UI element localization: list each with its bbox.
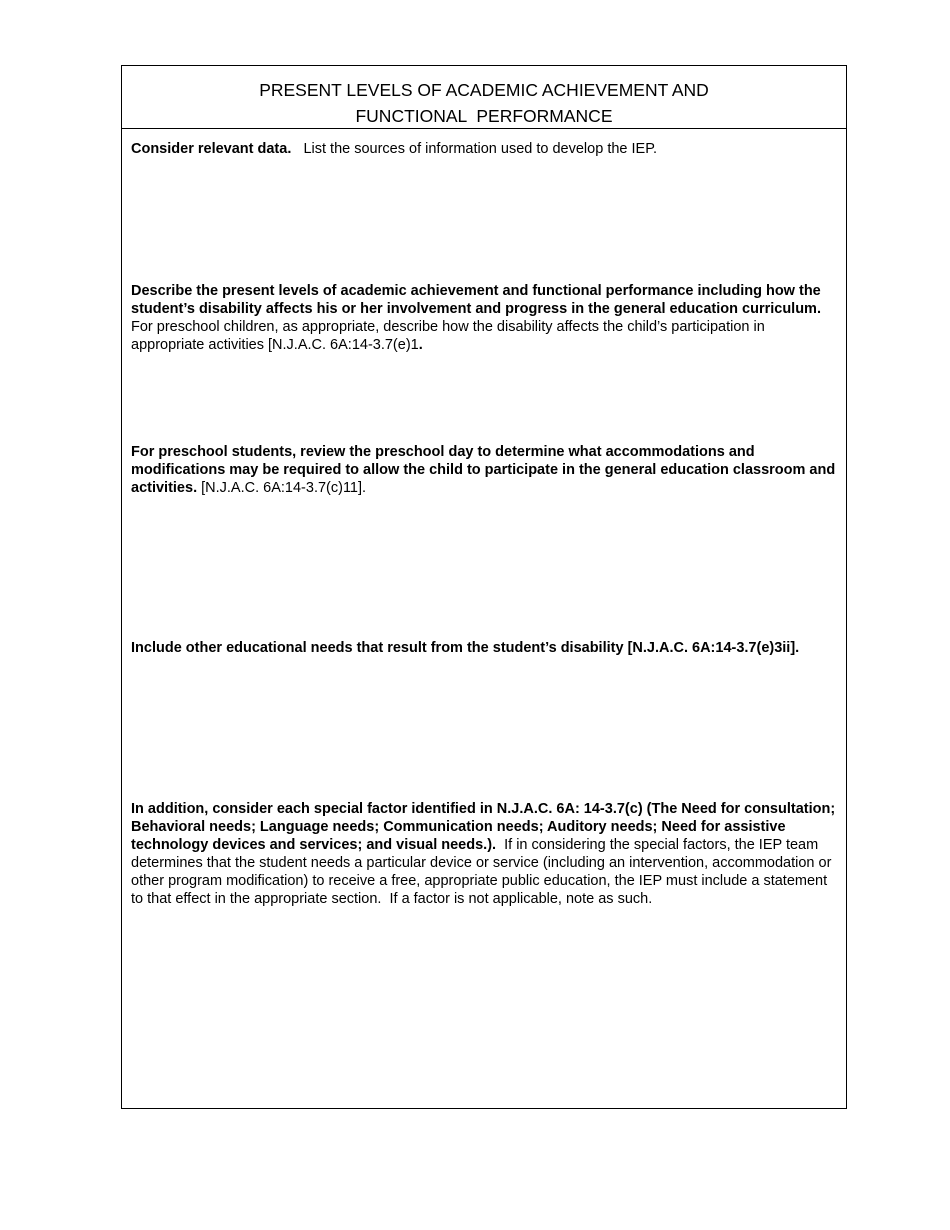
section-instructions: If in considering the special factors, the IEP team determines that the student needs a particular device or service (including an intervention, accommodation or other program modification) to receive a free, appropriate public education, the IEP must include a statement to that effect in the appropriate section. If a factor is not applicable, note as such.	[131, 837, 836, 907]
section-relevant-data	[131, 140, 838, 158]
form-header	[122, 66, 846, 129]
section-prompt	[131, 282, 838, 354]
section-heading: Include other educational needs that result from the student’s disability [N.J.A.C. 6A:14-3.7(e)3ii].	[131, 640, 800, 656]
form-title-line-1: PRESENT LEVELS OF ACADEMIC ACHIEVEMENT AND	[259, 80, 709, 100]
section-instructions: [N.J.A.C. 6A:14-3.7(c)11].	[197, 480, 367, 496]
section-preschool-accommodations	[131, 443, 838, 497]
section-heading: Describe the present levels of academic achievement and functional performance including how the student’s disability affects his or her involvement and progress in the general education curriculum.	[131, 283, 821, 317]
section-instructions: For preschool children, as appropriate, describe how the disability affects the child’s participation in appropriate activities [N.J.A.C. 6A:14-3.7(e)1	[131, 319, 765, 353]
section-prompt	[131, 639, 838, 657]
section-prompt	[131, 443, 838, 497]
section-heading: In addition, consider each special factor identified in N.J.A.C. 6A: 14-3.7(c) (The Need for consultation; Behavioral needs; Language needs; Communication needs; Auditory needs; Need for assistive technology devices and services; and visual needs.).	[131, 801, 836, 853]
section-prompt	[131, 140, 838, 158]
section-special-factors	[131, 800, 838, 908]
section-heading: Consider relevant data.	[131, 141, 292, 157]
section-heading: For preschool students, review the preschool day to determine what accommodations and modifications may be required to allow the child to participate in the general education classroom and activities.	[131, 444, 836, 496]
section-other-needs	[131, 639, 838, 657]
section-instructions: List the sources of information used to develop the IEP.	[291, 141, 658, 157]
form-title-line-2: FUNCTIONAL PERFORMANCE	[355, 106, 613, 126]
section-present-levels	[131, 282, 838, 354]
section-heading-end: .	[418, 337, 423, 353]
form-title	[122, 77, 846, 129]
section-prompt	[131, 800, 838, 908]
present-levels-form	[121, 65, 847, 1109]
